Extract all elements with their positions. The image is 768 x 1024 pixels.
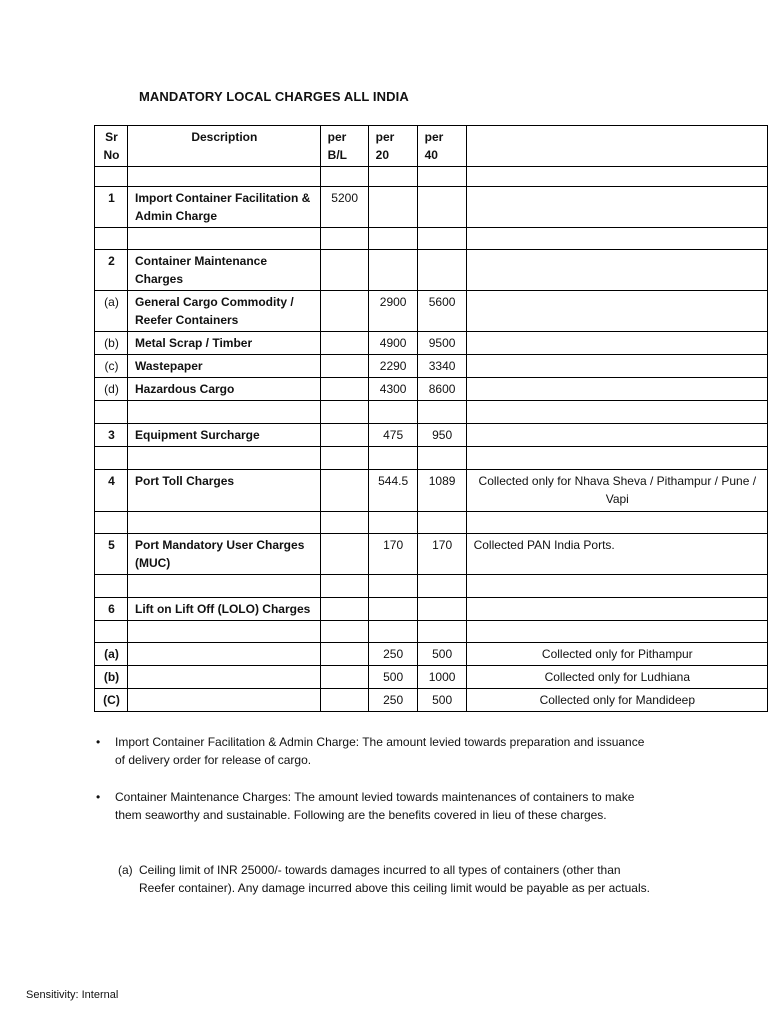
row-description: Hazardous Cargo: [127, 378, 320, 401]
row-sr: (b): [95, 666, 128, 689]
row-per-20: 4900: [368, 332, 417, 355]
sub-note-text: Ceiling limit of INR 25000/- towards damages incurred to all types of containers (other than Reefer container). Any damage incurred above this ceiling limit would be payable as per actuals.: [139, 863, 650, 895]
table-row: [95, 291, 768, 332]
row-per-20: 500: [368, 666, 417, 689]
row-sr: (c): [95, 355, 128, 378]
table-row: [95, 250, 768, 291]
row-per-20: 2900: [368, 291, 417, 332]
row-per-20: 4300: [368, 378, 417, 401]
page-title: MANDATORY LOCAL CHARGES ALL INDIA: [139, 89, 409, 104]
row-remark: Collected only for Pithampur: [466, 643, 767, 666]
row-sr: (d): [95, 378, 128, 401]
bullet-icon: •: [96, 735, 101, 749]
note-facilitation: [96, 733, 656, 769]
table-row: [95, 470, 768, 512]
row-per-bl: 5200: [320, 187, 368, 228]
row-per-40: 9500: [417, 332, 466, 355]
row-description: Lift on Lift Off (LOLO) Charges: [127, 598, 320, 621]
row-per-20: 250: [368, 643, 417, 666]
row-description: Metal Scrap / Timber: [127, 332, 320, 355]
bullet-icon: •: [96, 790, 101, 804]
row-sr: 3: [95, 424, 128, 447]
table-row: [95, 598, 768, 621]
note-text: Container Maintenance Charges: The amount levied towards maintenances of containers to make them seaworthy and sustainable. Following are the benefits covered in lieu of these charges.: [115, 790, 635, 822]
table-header-row: [95, 126, 768, 167]
header-per-40: per 40: [417, 126, 466, 167]
empty-row: [95, 228, 768, 250]
table-row: [95, 689, 768, 712]
table-row: [95, 332, 768, 355]
row-sr: 4: [95, 470, 128, 512]
table-row: [95, 643, 768, 666]
empty-row: [95, 401, 768, 424]
row-per-20: 544.5: [368, 470, 417, 512]
row-sr: 5: [95, 534, 128, 575]
table-row: [95, 355, 768, 378]
sub-note-a: [118, 861, 658, 897]
empty-row: [95, 575, 768, 598]
row-per-20: 250: [368, 689, 417, 712]
row-remark: Collected only for Nhava Sheva / Pithampur / Pune / Vapi: [466, 470, 767, 512]
row-description: Wastepaper: [127, 355, 320, 378]
empty-row: [95, 447, 768, 470]
table-row: [95, 187, 768, 228]
row-per-40: 5600: [417, 291, 466, 332]
sensitivity-label: Sensitivity: Internal: [26, 989, 119, 1001]
header-sr-no: Sr No: [95, 126, 128, 167]
row-sr: 2: [95, 250, 128, 291]
header-per-20: per 20: [368, 126, 417, 167]
row-remark: Collected PAN India Ports.: [466, 534, 767, 575]
table-row: [95, 534, 768, 575]
row-per-40: 950: [417, 424, 466, 447]
header-remarks: [466, 126, 767, 167]
row-description: Import Container Facilitation & Admin Charge: [127, 187, 320, 228]
empty-row: [95, 512, 768, 534]
row-sr: (b): [95, 332, 128, 355]
row-remark: Collected only for Mandideep: [466, 689, 767, 712]
row-per-20: 475: [368, 424, 417, 447]
row-description: Equipment Surcharge: [127, 424, 320, 447]
row-sr: (C): [95, 689, 128, 712]
row-per-40: 8600: [417, 378, 466, 401]
row-description: General Cargo Commodity / Reefer Containers: [127, 291, 320, 332]
row-per-40: 500: [417, 643, 466, 666]
row-description: Port Toll Charges: [127, 470, 320, 512]
header-per-bl: per B/L: [320, 126, 368, 167]
row-sr: 1: [95, 187, 128, 228]
empty-row: [95, 621, 768, 643]
charges-table: [94, 125, 768, 712]
row-per-40: 3340: [417, 355, 466, 378]
note-maintenance: [96, 788, 656, 824]
row-per-40: 170: [417, 534, 466, 575]
table-row: [95, 666, 768, 689]
header-description: Description: [127, 126, 320, 167]
row-sr: (a): [95, 291, 128, 332]
note-text: Import Container Facilitation & Admin Charge: The amount levied towards preparation and issuance of delivery order for release of cargo.: [115, 735, 645, 767]
row-description: Port Mandatory User Charges (MUC): [127, 534, 320, 575]
row-remark: Collected only for Ludhiana: [466, 666, 767, 689]
row-per-20: 170: [368, 534, 417, 575]
sub-note-label: (a): [118, 863, 133, 877]
empty-row: [95, 167, 768, 187]
row-description: Container Maintenance Charges: [127, 250, 320, 291]
table-row: [95, 378, 768, 401]
row-per-20: 2290: [368, 355, 417, 378]
row-per-40: 1089: [417, 470, 466, 512]
table-row: [95, 424, 768, 447]
row-sr: 6: [95, 598, 128, 621]
row-per-40: 1000: [417, 666, 466, 689]
row-sr: (a): [95, 643, 128, 666]
row-per-40: 500: [417, 689, 466, 712]
